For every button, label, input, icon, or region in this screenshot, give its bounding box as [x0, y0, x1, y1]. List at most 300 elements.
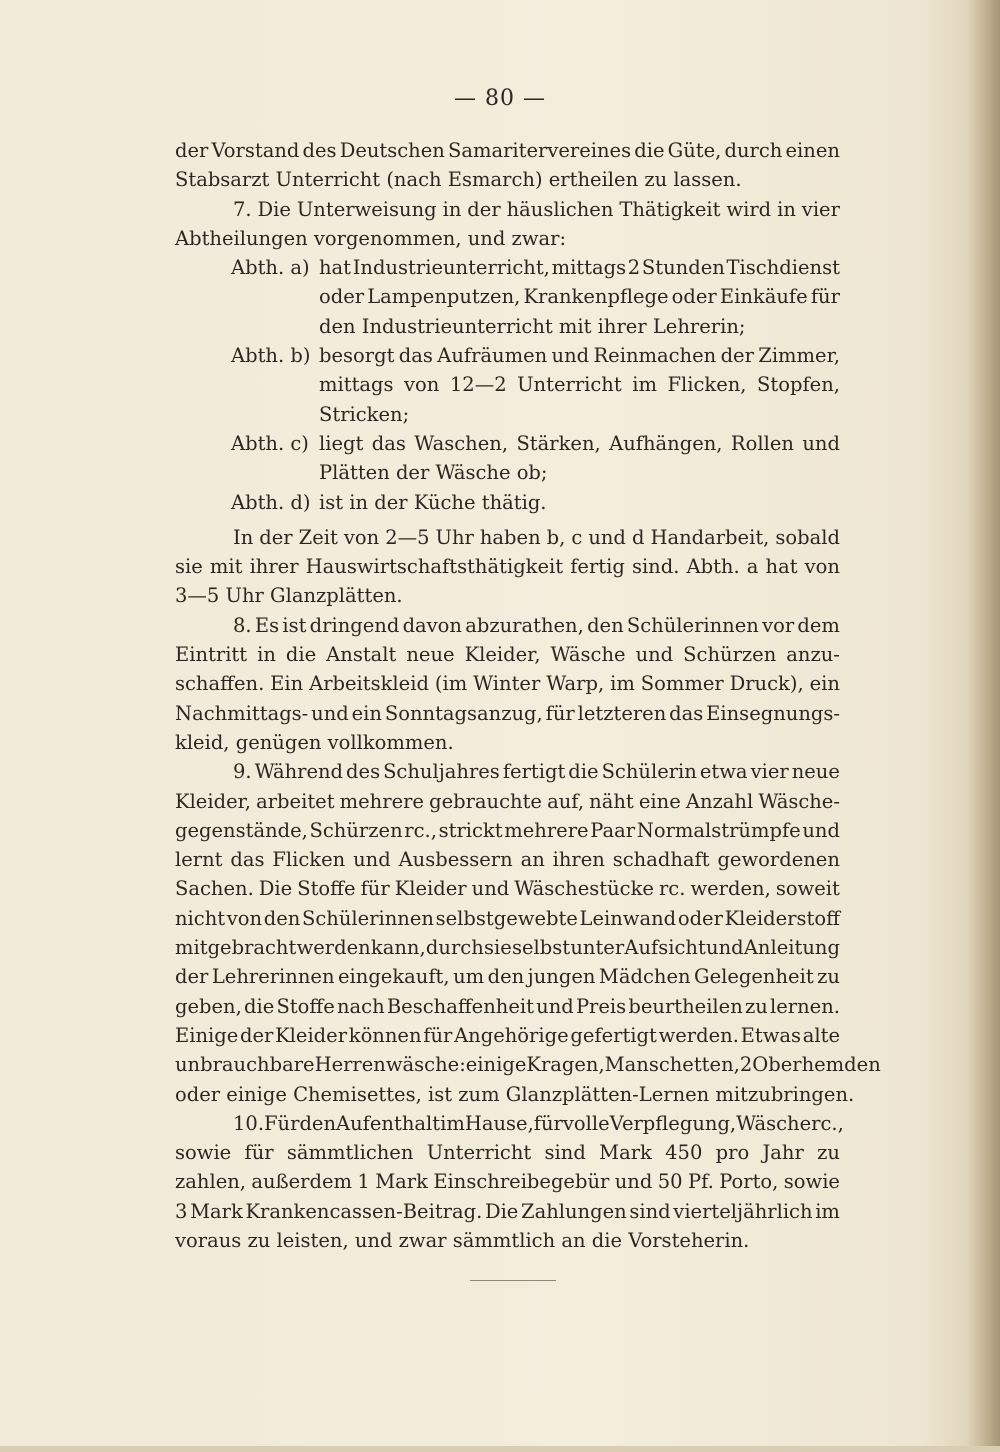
word: Die [484, 1199, 519, 1223]
word: ein [809, 672, 840, 696]
word: mit [209, 555, 243, 579]
word: selbst [511, 936, 571, 960]
word: die [568, 760, 599, 784]
text-line [175, 1021, 840, 1050]
paragraph-10 [175, 1109, 844, 1255]
text-line: Abtheilungen vorgenommen, und zwar: [175, 226, 567, 250]
word: pro [715, 1141, 750, 1165]
word: dem [797, 613, 840, 637]
word: Anleitung [743, 936, 840, 960]
word: lernt [175, 848, 223, 872]
word: an [520, 848, 545, 872]
word: kann, [370, 936, 426, 960]
word: ein [351, 701, 382, 725]
word: Stunden [641, 256, 725, 280]
word: Kleider, [175, 789, 251, 813]
word: in [442, 197, 462, 221]
word: selbstgewebte [435, 906, 578, 930]
word: für [423, 1023, 453, 1047]
text-line: Stabsarzt Unterricht (nach Esmarch) ertheilen zu lassen. [175, 168, 742, 192]
word: das [230, 848, 265, 872]
word: den [299, 1111, 337, 1135]
word: den [487, 965, 525, 989]
word: vierteljährlich [673, 1199, 813, 1223]
word: von [343, 525, 380, 549]
word: dringend [309, 613, 400, 637]
word: 50 [657, 1170, 683, 1194]
word: Krankencassen-Beitrag. [245, 1199, 483, 1223]
text-line [175, 1138, 840, 1167]
word: das [371, 431, 406, 455]
word: einen [785, 139, 840, 162]
word: Wäsche- [758, 789, 840, 813]
word: von [226, 906, 263, 930]
word: im [440, 1111, 465, 1135]
word: und [471, 877, 510, 901]
text-line [175, 904, 840, 933]
word: in [777, 197, 796, 221]
word: Schülerin [601, 760, 697, 784]
word: und [536, 994, 574, 1018]
word: einige [465, 1053, 527, 1077]
text-line [319, 253, 840, 282]
word: Pf. [687, 1170, 714, 1194]
word: beurtheilen [628, 994, 743, 1018]
word: nach [336, 994, 385, 1018]
word: Zimmer, [758, 344, 840, 368]
word: den [587, 613, 624, 637]
text-line [319, 429, 840, 458]
word: rc., [404, 818, 437, 842]
word: Flicken [272, 848, 346, 872]
word: 2 [739, 1053, 753, 1077]
word: lernen. [770, 994, 840, 1018]
text-line [175, 552, 840, 581]
word: auf, [547, 789, 585, 813]
word: werden. [658, 1023, 739, 1047]
word: Einschreibegebür [433, 1170, 610, 1194]
word: Die [258, 877, 293, 901]
word: Lampenputzen, [367, 285, 521, 309]
item-body [319, 429, 840, 488]
word: Flicken, [667, 373, 747, 397]
word: Paar [590, 818, 636, 842]
text-line [319, 341, 840, 370]
word: Uhr [435, 525, 474, 549]
word: für [244, 1141, 274, 1165]
word: und [635, 643, 674, 667]
text-line [175, 640, 840, 669]
list-item [175, 488, 840, 517]
word: von [804, 555, 840, 579]
word: des [346, 760, 381, 784]
text-line: kleid, genügen vollkommen. [175, 730, 454, 754]
word: d [631, 525, 645, 549]
text-line [175, 933, 840, 962]
word: Kleiderstoff [724, 906, 840, 930]
word: und [588, 525, 626, 549]
word: Schürzen [309, 818, 403, 842]
word: Schuljahres [383, 760, 500, 784]
word: sobald [775, 525, 840, 549]
word: 3 [175, 1199, 188, 1223]
word: Kleider, [464, 643, 541, 667]
word: Sachen. [175, 877, 254, 901]
word: Druck), [729, 672, 804, 696]
text-line [175, 136, 840, 165]
word: der [467, 197, 501, 221]
text-line [319, 370, 840, 399]
word: gegenstände, [175, 818, 308, 842]
word: Unterricht [517, 373, 622, 397]
word: der [240, 1023, 274, 1047]
word: anzu- [786, 643, 840, 667]
word: außerdem [251, 1170, 352, 1194]
word: Unterricht [426, 1141, 532, 1165]
word: b, [546, 525, 566, 549]
word: fertigt [502, 760, 566, 784]
word: für [360, 877, 390, 901]
word: eingekauft, [337, 965, 450, 989]
word: Aufhängen, [609, 431, 723, 455]
word: der [175, 139, 209, 162]
word: Vorstand [211, 139, 300, 162]
word: Winter [473, 672, 541, 696]
word: von [404, 373, 440, 397]
word: Waschen, [414, 431, 509, 455]
word: den [263, 906, 301, 930]
word: Die [257, 197, 291, 221]
end-divider [470, 1280, 556, 1281]
word: Schülerinnen [302, 906, 434, 930]
paragraph-9 [175, 757, 881, 1109]
word: sind. [631, 555, 680, 579]
word: zu [817, 965, 840, 989]
word: Stoffe [276, 994, 335, 1018]
paragraph-8 [175, 611, 840, 757]
text-line: Stricken; [319, 402, 410, 426]
word: zu [817, 1141, 840, 1165]
word: Einige [175, 1023, 239, 1047]
word: vier [750, 760, 789, 784]
word: häuslichen [506, 197, 614, 221]
text-line [175, 757, 840, 786]
word: im [610, 672, 635, 696]
word: Abth. [686, 555, 740, 579]
word: vor [762, 613, 795, 637]
word: Wäsche [550, 643, 626, 667]
word: Etwas [740, 1023, 802, 1047]
word: 7. [233, 197, 252, 221]
word: In [233, 525, 254, 549]
word: und [706, 936, 744, 960]
list-item [175, 429, 840, 488]
word: Wäschestücke [514, 877, 654, 901]
word: oder [677, 906, 723, 930]
word: Hause, [464, 1111, 534, 1135]
word: können [348, 1023, 422, 1047]
word: hat [765, 555, 798, 579]
word: Mark [375, 1170, 428, 1194]
word: ist [282, 613, 307, 637]
word: Rollen [730, 431, 794, 455]
word: und [551, 344, 590, 368]
word: strickt [438, 818, 503, 842]
word: Deutschen [339, 139, 445, 162]
word: davon [402, 613, 462, 637]
word: Aufräumen [437, 344, 548, 368]
word: Eintritt [175, 643, 248, 667]
word: der [720, 344, 754, 368]
word: 9. [233, 760, 252, 784]
word: Jahr [762, 1141, 804, 1165]
word: Mädchen [598, 965, 691, 989]
list-item [175, 253, 840, 341]
text-line [175, 1197, 840, 1226]
word: 450 [665, 1141, 703, 1165]
word: etwa [699, 760, 748, 784]
word: und [311, 701, 349, 725]
word: Kleider [394, 877, 467, 901]
word: jungen [527, 965, 596, 989]
word: mitgebracht [175, 936, 297, 960]
item-body [319, 488, 840, 517]
text-line: 3—5 Uhr Glanzplätten. [175, 584, 403, 608]
word: Nachmittags- [175, 701, 309, 725]
word: Porto, [719, 1170, 779, 1194]
word: soweit [775, 877, 840, 901]
word: Es [254, 613, 280, 637]
word: 2—5 [385, 525, 430, 549]
word: Zeit [298, 525, 338, 549]
word: eine [638, 789, 681, 813]
word: Aufenthalt [336, 1111, 441, 1135]
text-line [175, 611, 840, 640]
word: Beschaffenheit [386, 994, 534, 1018]
word: Preis [575, 994, 627, 1018]
word: Ein [270, 672, 304, 696]
word: vier [801, 197, 840, 221]
word: in [257, 643, 276, 667]
word: Arbeitskleid [309, 672, 429, 696]
word: sowie [175, 1141, 232, 1165]
word: oder [671, 285, 717, 309]
word: Anstalt [326, 643, 397, 667]
word: wird [726, 197, 772, 221]
word: Handarbeit, [650, 525, 770, 549]
word: Während [254, 760, 344, 784]
paragraph-intro [175, 136, 840, 195]
paragraph-7 [175, 195, 840, 254]
word: fertig [570, 555, 625, 579]
text-line [175, 1050, 881, 1079]
word: und [802, 818, 840, 842]
word: des [302, 139, 337, 162]
word: Angehörige [454, 1023, 569, 1047]
word: sowie [783, 1170, 840, 1194]
word: gewordenen [717, 848, 840, 872]
text-line: oder einige Chemisettes, ist zum Glanzplätten-Lernen mitzubringen. [175, 1082, 855, 1106]
text-line [175, 523, 840, 552]
text-line [175, 195, 840, 224]
word: Herrenwäsche: [314, 1053, 466, 1077]
word: (im [434, 672, 468, 696]
word: sie [483, 936, 512, 960]
word: Schürzen [683, 643, 777, 667]
word: im [815, 1199, 840, 1223]
item-label: Abth. c) [231, 431, 309, 455]
page-bottom-edge [0, 1446, 1000, 1452]
item-label: Abth. d) [231, 490, 311, 514]
word: die [634, 139, 665, 162]
word: das [398, 344, 433, 368]
word: hat [319, 256, 352, 280]
word: Einsegnungs- [706, 701, 840, 725]
word: unbrauchbare [175, 1053, 315, 1077]
text-line: voraus zu leisten, und zwar sämmtlich an die Vorsteherin. [175, 1228, 750, 1252]
text-line: Plätten der Wäsche ob; [319, 461, 548, 485]
word: das [669, 701, 704, 725]
text-line [175, 1109, 844, 1138]
word: Aufsicht [624, 936, 706, 960]
word: Hauswirtschaftsthätigkeit [305, 555, 564, 579]
word: Sommer [640, 672, 724, 696]
word: durch [425, 936, 484, 960]
word: Mark [190, 1199, 243, 1223]
word: Normalstrümpfe [636, 818, 801, 842]
word: neue [406, 643, 455, 667]
word: Tischdienst [726, 256, 840, 280]
word: Thätigkeit [619, 197, 721, 221]
word: durch [724, 139, 783, 162]
text-line [175, 874, 840, 903]
word: für [545, 701, 575, 725]
word: sind [544, 1141, 586, 1165]
word: neue [791, 760, 840, 784]
word: alte [802, 1023, 840, 1047]
paragraph-zeit [175, 523, 840, 611]
word: besorgt [319, 344, 395, 368]
item-body [319, 341, 840, 429]
word: Stopfen, [757, 373, 840, 397]
word: mehrere [339, 789, 424, 813]
text-line: den Industrieunterricht mit ihrer Lehrerin; [319, 314, 746, 338]
word: werden [296, 936, 371, 960]
word: Schülerinnen [626, 613, 759, 637]
word: näht [589, 789, 634, 813]
word: geben, [175, 994, 242, 1018]
word: der [259, 525, 293, 549]
word: der [175, 965, 209, 989]
word: Für [264, 1111, 300, 1135]
text-line [175, 699, 840, 728]
word: schadhaft [612, 848, 710, 872]
list-item [175, 341, 840, 429]
word: a [746, 555, 759, 579]
word: sind [629, 1199, 671, 1223]
word: um [453, 965, 485, 989]
word: arbeitet [256, 789, 335, 813]
word: 8. [233, 613, 252, 637]
word: Wäsche [736, 1111, 812, 1135]
word: unter [570, 936, 625, 960]
word: Zahlungen [521, 1199, 627, 1223]
word: die [285, 643, 317, 667]
word: letzteren [577, 701, 667, 725]
word: zahlen, [175, 1170, 246, 1194]
word: 12—2 [449, 373, 507, 397]
text-line [319, 282, 840, 311]
page-number: — 80 — [454, 86, 546, 111]
word: ihren [552, 848, 605, 872]
word: Mark [599, 1141, 652, 1165]
word: schaffen. [175, 672, 265, 696]
word: Gelegenheit [694, 965, 814, 989]
word: Krankenpflege [523, 285, 669, 309]
word: Anzahl [685, 789, 754, 813]
text-line [175, 816, 840, 845]
word: Verpflegung, [609, 1111, 737, 1135]
text-line [175, 1167, 840, 1196]
text-line [175, 787, 840, 816]
word: mittags [319, 373, 394, 397]
word: sämmtlichen [286, 1141, 414, 1165]
word: abzurathen, [465, 613, 584, 637]
word: nicht [175, 906, 226, 930]
word: Einkäufe [719, 285, 808, 309]
word: Oberhemden [752, 1053, 881, 1077]
word: Lehrerinnen [211, 965, 335, 989]
text-line [175, 669, 840, 698]
word: Reinmachen [593, 344, 717, 368]
word: und [802, 431, 840, 455]
word: Manschetten, [604, 1053, 740, 1077]
word: volle [562, 1111, 610, 1135]
word: gebrauchte [429, 789, 542, 813]
word: und [614, 1170, 653, 1194]
word: oder [319, 285, 365, 309]
word: Kragen, [526, 1053, 605, 1077]
word: gefertigt [570, 1023, 657, 1047]
word: c [571, 525, 583, 549]
word: rc. [658, 877, 686, 901]
word: rc., [811, 1111, 844, 1135]
item-label: Abth. b) [231, 344, 311, 368]
word: 1 [357, 1170, 370, 1194]
word: sie [175, 555, 203, 579]
word: Leinwand [579, 906, 677, 930]
word: Stoffe [297, 877, 356, 901]
text-line [175, 962, 840, 991]
word: Industrieunterricht, [352, 256, 550, 280]
word: Kleider [275, 1023, 348, 1047]
item-label: Abth. a) [231, 256, 310, 280]
word: Samaritervereines [447, 139, 632, 162]
word: mittags [551, 256, 627, 280]
text-line: ist in der Küche thätig. [319, 490, 547, 514]
word: Ausbessern [398, 848, 513, 872]
word: und [353, 848, 391, 872]
word: ihrer [249, 555, 299, 579]
page-edge-shadow [968, 0, 1000, 1452]
text-line [175, 992, 840, 1021]
word: 10. [233, 1111, 265, 1135]
word: Güte, [667, 139, 722, 162]
word: im [632, 373, 657, 397]
item-body [319, 253, 840, 341]
word: werden, [690, 877, 771, 901]
word: liegt [319, 431, 364, 455]
